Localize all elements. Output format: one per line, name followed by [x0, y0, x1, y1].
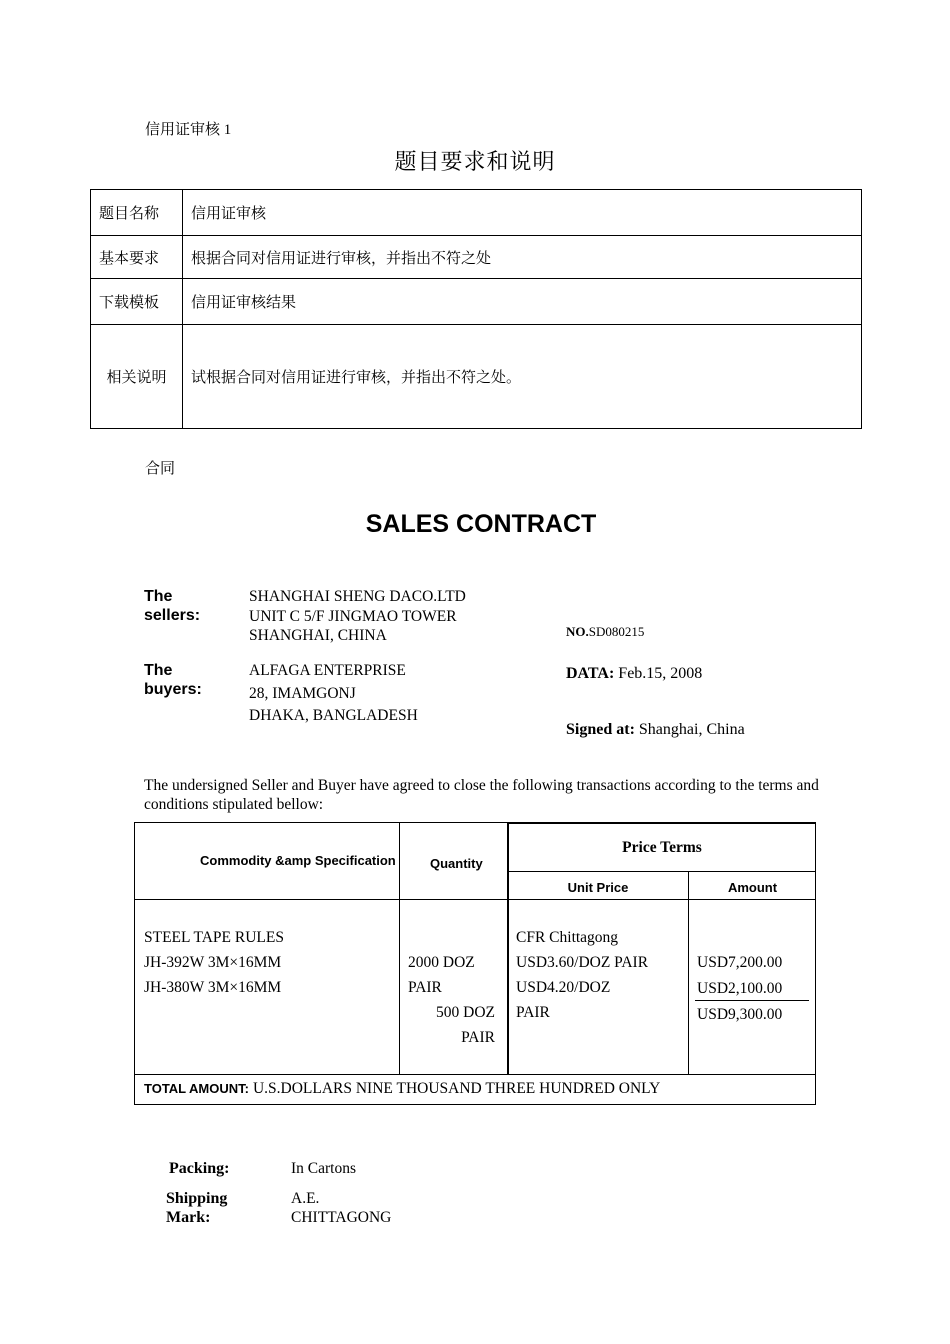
amount-line: USD2,100.00 — [697, 980, 783, 997]
row-key: 题目名称 — [91, 190, 183, 236]
document-label: 信用证审核 1 — [145, 122, 232, 138]
header-amount: Amount — [727, 880, 778, 895]
quantity-line: PAIR — [461, 1029, 495, 1046]
commodity-line: JH-392W 3M×16MM — [144, 954, 282, 971]
total-amount-row — [144, 1080, 660, 1098]
packing-label: Packing: — [169, 1160, 230, 1177]
table-divider — [134, 1074, 816, 1075]
quantity-1 — [408, 950, 475, 1000]
goods-table — [134, 822, 816, 1105]
table-row — [91, 190, 862, 236]
table-divider — [688, 871, 689, 1074]
sellers-label-line: The — [144, 588, 173, 605]
table-divider — [508, 871, 816, 872]
contract-number-label: NO. — [566, 624, 589, 639]
quantity-line: 500 DOZ — [436, 1004, 495, 1021]
signed-at-value: Shanghai, China — [638, 721, 745, 738]
shipping-mark-line: CHITTAGONG — [291, 1209, 392, 1226]
unit-price-line: USD4.20/DOZ — [516, 979, 611, 996]
table-row — [91, 279, 862, 325]
commodity-cell — [144, 925, 284, 1000]
address-line: DHAKA, BANGLADESH — [249, 707, 418, 724]
table-border — [134, 822, 135, 1105]
buyers-label-line: buyers: — [144, 681, 202, 698]
unit-price-line: PAIR — [516, 1004, 550, 1021]
contract-intro: The undersigned Seller and Buyer have agreed to close the following transactions according to the terms and conditions stipulated bellow: — [144, 777, 819, 813]
signed-at-label: Signed at: — [566, 721, 635, 738]
shipping-label-line: Mark: — [166, 1209, 211, 1226]
row-value: 试根据合同对信用证进行审核，并指出不符之处。 — [183, 325, 862, 429]
header-quantity: Quantity — [430, 856, 483, 871]
buyers-label — [144, 661, 202, 699]
row-key: 下载模板 — [91, 279, 183, 325]
contract-date-value: Feb.15, 2008 — [618, 665, 703, 682]
sellers-address — [249, 587, 466, 646]
amount-cell — [697, 950, 782, 1028]
contract-date — [566, 665, 702, 683]
shipping-mark-label — [166, 1189, 227, 1227]
total-amount-label: TOTAL AMOUNT: — [144, 1081, 249, 1096]
amount-line: USD7,200.00 — [697, 954, 783, 971]
buyers-address — [249, 661, 418, 729]
header-commodity: Commodity &amp Specification — [200, 853, 396, 868]
shipping-mark-line: A.E. — [291, 1190, 320, 1207]
total-amount-value: U.S.DOLLARS NINE THOUSAND THREE HUNDRED ONLY — [252, 1080, 661, 1097]
shipping-label-line: Shipping — [166, 1190, 228, 1207]
quantity-line: 2000 DOZ — [408, 954, 475, 971]
buyers-label-line: The — [144, 662, 173, 679]
unit-price-line: USD3.60/DOZ PAIR — [516, 954, 649, 971]
packing-value: In Cartons — [291, 1160, 357, 1177]
amount-sum-rule — [695, 1000, 809, 1001]
requirements-table — [90, 189, 862, 429]
table-divider — [134, 899, 816, 900]
table-border — [134, 1104, 816, 1105]
shipping-mark-value — [291, 1189, 391, 1227]
sellers-label — [144, 587, 200, 625]
row-key: 基本要求 — [91, 236, 183, 279]
contract-title: SALES CONTRACT — [365, 510, 597, 538]
row-value: 根据合同对信用证进行审核，并指出不符之处 — [183, 236, 862, 279]
contract-number — [566, 624, 644, 640]
address-line: ALFAGA ENTERPRISE — [249, 662, 406, 679]
table-row — [91, 325, 862, 429]
amount-total: USD9,300.00 — [697, 1006, 783, 1023]
address-line: SHANGHAI SHENG DACO.LTD — [249, 588, 466, 605]
requirements-heading: 题目要求和说明 — [394, 150, 556, 175]
row-key: 相关说明 — [91, 325, 183, 429]
commodity-line: STEEL TAPE RULES — [144, 929, 284, 946]
unit-price-cell — [516, 925, 648, 1025]
table-border — [815, 822, 816, 1105]
address-line: 28, IMAMGONJ — [249, 684, 356, 702]
commodity-line: JH-380W 3M×16MM — [144, 979, 282, 996]
contract-number-value: SD080215 — [588, 624, 645, 639]
quantity-line: PAIR — [408, 979, 442, 996]
sellers-label-line: sellers: — [144, 607, 201, 624]
address-line: SHANGHAI, CHINA — [249, 627, 387, 644]
header-price-terms: Price Terms — [622, 839, 702, 856]
table-row — [91, 236, 862, 279]
contract-date-label: DATA: — [566, 665, 615, 682]
header-unit-price: Unit Price — [567, 880, 629, 895]
row-value: 信用证审核 — [183, 190, 862, 236]
quantity-2 — [400, 1000, 495, 1050]
table-border — [507, 822, 816, 824]
address-line: UNIT C 5/F JINGMAO TOWER — [249, 607, 457, 625]
contract-label: 合同 — [145, 461, 176, 477]
download-template-link[interactable]: 信用证审核结果 — [183, 279, 862, 325]
table-divider — [507, 822, 509, 1074]
signed-at — [566, 721, 745, 739]
price-term: CFR Chittagong — [516, 929, 619, 946]
